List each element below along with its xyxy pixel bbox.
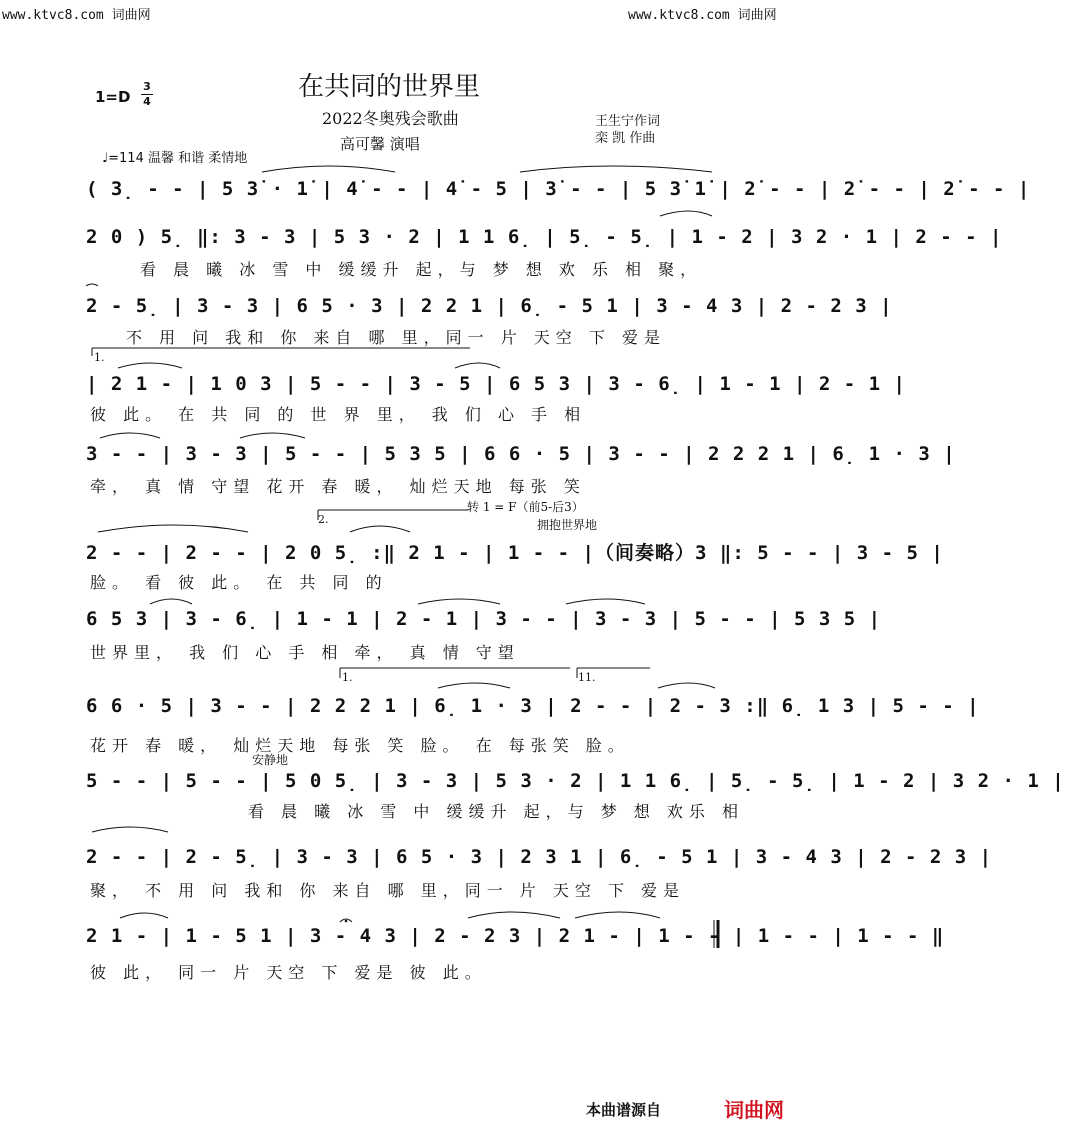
footer-source-text: 本曲谱源自: [586, 1101, 662, 1119]
tie-row1-a: [262, 166, 395, 172]
song-subtitle: 2022冬奥残会歌曲: [322, 109, 459, 128]
lyricist-credit: 王生宁作词: [595, 114, 661, 129]
composer-credit: 栾 凯 作曲: [595, 131, 656, 146]
notation-row-9: 5 - - | 5 - - | 5 0 5̣ | 3 - 3 | 5 3 · 2 | 1 1 6̣ | 5̣ - 5̣ | 1 - 2 | 3 2 · 1 |: [86, 770, 1065, 792]
notation-row-10: 2 - - | 2 - 5̣ | 3 - 3 | 6 5 · 3 | 2 3 1 | 6̣ - 5 1 | 3 - 4 3 | 2 - 2 3 |: [86, 846, 993, 868]
tie-row7-b: [418, 599, 500, 604]
expression-quiet: 安静地: [252, 753, 289, 767]
volta-2-bracket: [318, 510, 468, 520]
footer-logo[interactable]: 词曲网: [724, 1098, 784, 1122]
lyrics-row-7: 世界里， 我 们 心 手 相 牵， 真 情 守望: [90, 643, 520, 662]
tie-row4-a: [118, 363, 182, 368]
tempo-marking: ♩=114 温馨 和谐 柔情地: [102, 151, 248, 166]
lyrics-row-11: 彼 此， 同一 片 天空 下 爱是 彼 此。: [90, 963, 487, 982]
tie-row2: [660, 211, 712, 216]
fermata-dot: [345, 920, 348, 923]
lyrics-row-4: 彼 此。 在 共 同 的 世 界 里， 我 们 心 手 相: [90, 405, 587, 424]
volta-2b-bracket: [577, 668, 650, 678]
notation-row-6: 2 - - | 2 - - | 2 0 5̣ :‖ 2 1 - | 1 - - |（间奏略）3 ‖: 5 - - | 3 - 5 |: [86, 542, 944, 564]
notation-row-2: 2 0 ) 5̣ ‖: 3 - 3 | 5 3 · 2 | 1 1 6̣ | 5̣ - 5̣ | 1 - 2 | 3 2 · 1 | 2 - - |: [86, 226, 1003, 248]
volta-2-marker: 2.: [318, 513, 329, 526]
volta-1b-marker: 1.: [342, 671, 353, 684]
tie-row11-c: [575, 912, 660, 918]
tie-row8-b: [658, 683, 715, 688]
lyrics-row-10: 聚， 不 用 问 我和 你 来自 哪 里，同一 片 天空 下 爱是: [90, 881, 686, 900]
tie-row10: [92, 827, 168, 832]
lyrics-row-9: 看 晨 曦 冰 雪 中 缓缓升 起，与 梦 想 欢乐 相: [248, 802, 744, 821]
tie-row1-b: [520, 166, 712, 172]
tie-row3: [86, 284, 98, 286]
volta-1-bracket: [92, 348, 470, 356]
lyrics-row-6: 脸。 看 彼 此。 在 共 同 的: [90, 573, 388, 592]
notation-row-4: | 2 1 - | 1 0 3 | 5 - - | 3 - 5 | 6 5 3 | 3 - 6̣ | 1 - 1 | 2 - 1 |: [86, 373, 906, 395]
lyrics-row-8: 花开 春 暖， 灿烂天地 每张 笑 脸。 在 每张笑 脸。: [90, 736, 630, 755]
tie-row8-a: [438, 683, 510, 688]
tie-row5-b: [240, 433, 305, 438]
watermark-left: www.ktvc8.com 词曲网: [2, 8, 151, 23]
tie-row6-b: [350, 526, 410, 532]
song-title: 在共同的世界里: [298, 72, 481, 102]
volta-1b-bracket: [340, 668, 570, 678]
key-signature: 1=D: [95, 88, 131, 106]
notation-row-8: 6 6 · 5 | 3 - - | 2 2 2 1 | 6̣ 1 · 3 | 2 - - | 2 - 3 :‖ 6̣ 1 3 | 5 - - |: [86, 695, 980, 717]
tie-row6-a: [98, 525, 248, 532]
notation-row-5: 3 - - | 3 - 3 | 5 - - | 5 3 5 | 6 6 · 5 | 3 - - | 2 2 2 1 | 6̣ 1 · 3 |: [86, 443, 956, 465]
watermark-right: www.ktvc8.com 词曲网: [628, 8, 777, 23]
volta-1-marker: 1.: [94, 351, 105, 364]
notation-row-3: 2 - 5̣ | 3 - 3 | 6 5 · 3 | 2 2 1 | 6̣ - 5 1 | 3 - 4 3 | 2 - 2 3 |: [86, 295, 893, 317]
lyrics-row-2: 看 晨 曦 冰 雪 中 缓缓升 起，与 梦 想 欢 乐 相 聚，: [140, 260, 703, 279]
modulation-marker: 转 1 = F（前5-后3）: [467, 500, 584, 514]
time-signature-bottom: 4: [141, 94, 153, 109]
singer-credit: 高可馨 演唱: [340, 135, 420, 153]
tie-row5-a: [100, 433, 160, 438]
time-signature-top: 3: [143, 80, 151, 93]
tie-row7-a: [150, 599, 192, 604]
notation-row-11: 2 1 - | 1 - 5 1 | 3 - 4 3 | 2 - 2 3 | 2 1 - | 1 - - | 1 - - | 1 - - ‖: [86, 925, 945, 947]
notation-row-7: 6 5 3 | 3 - 6̣ | 1 - 1 | 2 - 1 | 3 - - | 3 - 3 | 5 - - | 5 3 5 |: [86, 608, 882, 630]
lyrics-row-5: 牵， 真 情 守望 花开 春 暖， 灿烂天地 每张 笑: [90, 477, 586, 496]
expression-embrace: 拥抱世界地: [537, 518, 598, 532]
lyrics-row-3: 不 用 问 我和 你 来自 哪 里，同一 片 天空 下 爱是: [126, 328, 666, 347]
tie-row11-b: [468, 912, 560, 918]
tie-row11-a: [120, 913, 168, 918]
volta-2b-marker: 11.: [578, 671, 596, 684]
tie-row7-c: [566, 599, 645, 604]
notation-row-1: ( 3̣ - - | 5 3̇ · 1̇ | 4̇ - - | 4̇ - 5 | 3̇ - - | 5 3̇ 1̇ | 2̇ - - | 2̇ - - | 2̇ - - |: [86, 178, 1031, 200]
tie-row4-b: [455, 363, 500, 368]
